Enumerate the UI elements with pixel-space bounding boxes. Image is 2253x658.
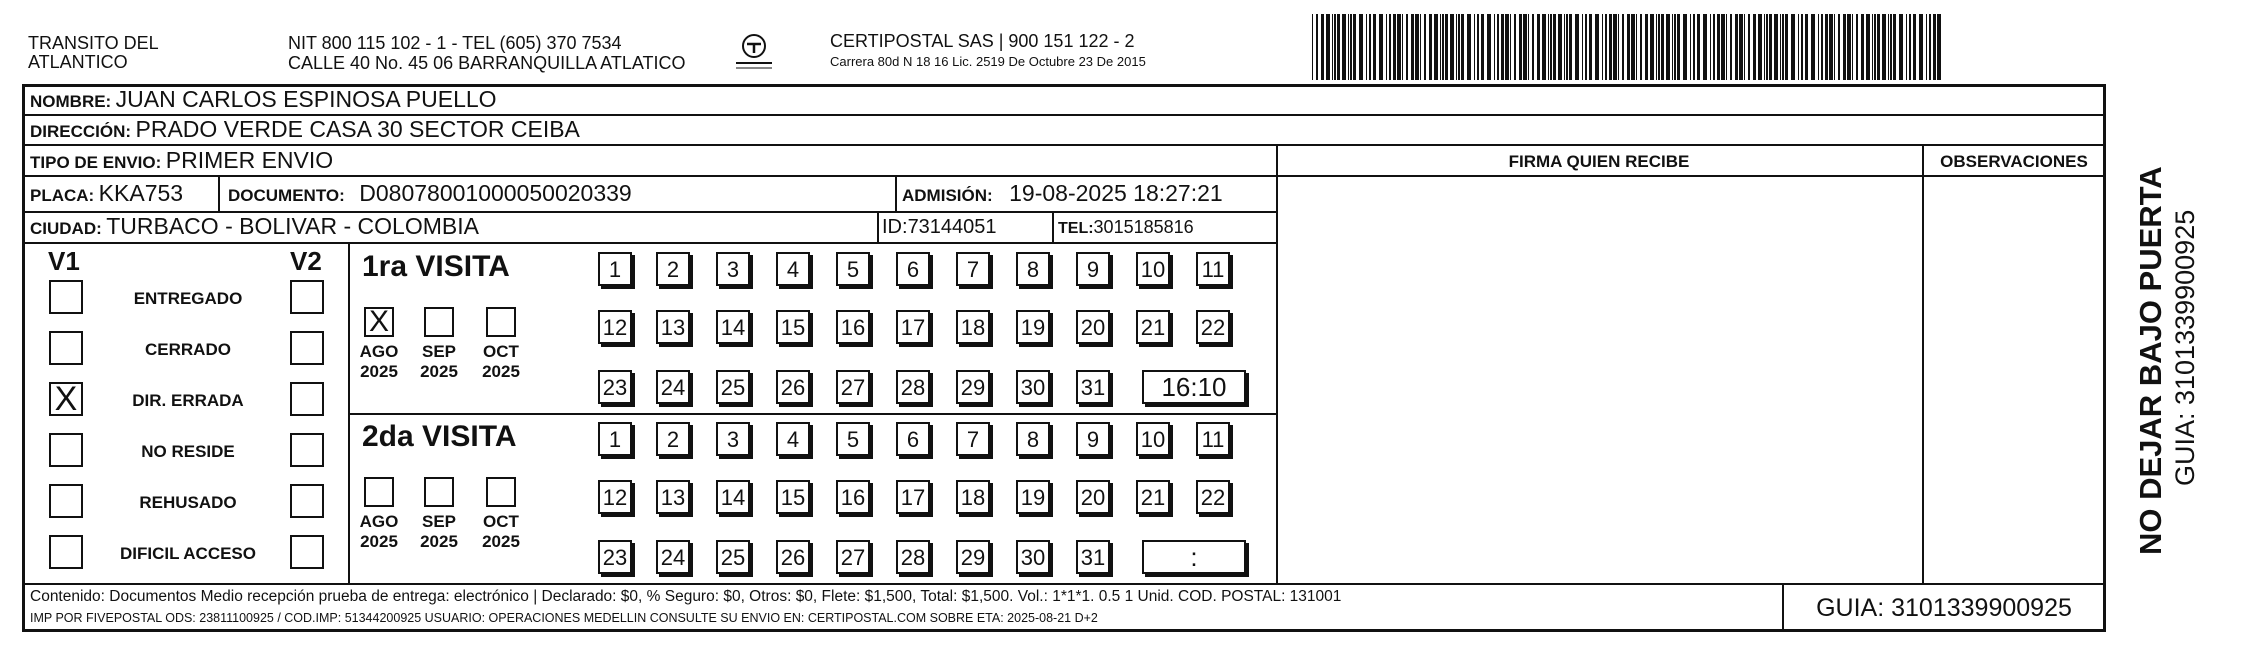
- status-label: NO RESIDE: [141, 442, 235, 461]
- nombre-label: NOMBRE:: [30, 92, 112, 111]
- v1-header: V1: [48, 246, 80, 276]
- issuer-line2: CALLE 40 No. 45 06 BARRANQUILLA ATLATICO: [288, 53, 686, 73]
- day-box[interactable]: 19: [1016, 310, 1050, 344]
- month-mark: X: [368, 305, 389, 338]
- day-box[interactable]: 31: [1076, 540, 1110, 574]
- day-box[interactable]: 28: [896, 540, 930, 574]
- day-box[interactable]: 12: [598, 480, 632, 514]
- day-box[interactable]: 4: [776, 252, 810, 286]
- nombre-row: [30, 88, 497, 111]
- side-warning: NO DEJAR BAJO PUERTA: [2133, 166, 2168, 555]
- day-box[interactable]: 1: [598, 252, 632, 286]
- visit1-title: 1ra VISITA: [362, 250, 510, 283]
- direccion-label: DIRECCIÓN:: [30, 122, 132, 141]
- day-box[interactable]: 10: [1136, 252, 1170, 286]
- year-label: 2025: [420, 532, 458, 551]
- day-box[interactable]: 25: [716, 370, 750, 404]
- year-label: 2025: [360, 362, 398, 381]
- day-box[interactable]: 3: [716, 252, 750, 286]
- month-label: OCT: [483, 512, 519, 531]
- tel-row: [1058, 218, 1194, 237]
- day-box[interactable]: 5: [836, 422, 870, 456]
- tel-label: TEL:: [1058, 220, 1094, 237]
- day-box[interactable]: 14: [716, 480, 750, 514]
- month-checkbox[interactable]: [364, 307, 394, 337]
- day-box[interactable]: 7: [956, 252, 990, 286]
- id-row: [882, 217, 997, 237]
- month-label: SEP: [421, 342, 457, 361]
- v1-mark: X: [54, 380, 78, 418]
- month-label: OCT: [483, 342, 519, 361]
- day-box[interactable]: 6: [896, 422, 930, 456]
- day-box[interactable]: 10: [1136, 422, 1170, 456]
- barcode: [1312, 14, 1944, 87]
- month-checkbox[interactable]: [486, 307, 516, 337]
- year-label: 2025: [482, 532, 520, 551]
- day-box[interactable]: 24: [656, 370, 690, 404]
- day-box[interactable]: 8: [1016, 422, 1050, 456]
- day-box[interactable]: 18: [956, 310, 990, 344]
- id-label: ID:: [882, 216, 908, 238]
- day-box[interactable]: 24: [656, 540, 690, 574]
- tipo-value: PRIMER ENVIO: [165, 147, 334, 173]
- status-label: DIFICIL ACCESO: [119, 544, 256, 563]
- day-box[interactable]: 18: [956, 480, 990, 514]
- tipo-label: TIPO DE ENVIO:: [30, 153, 162, 172]
- visit2-title: 2da VISITA: [362, 420, 517, 453]
- admision-row: [902, 182, 1223, 205]
- placa-label: PLACA:: [30, 186, 95, 205]
- day-box[interactable]: 9: [1076, 422, 1110, 456]
- side-guia: GUIA: 3101339900925: [2170, 209, 2200, 486]
- documento-label: DOCUMENTO:: [228, 186, 345, 205]
- day-box[interactable]: 6: [896, 252, 930, 286]
- day-box[interactable]: 5: [836, 252, 870, 286]
- status-label: CERRADO: [145, 340, 231, 359]
- v2-checkbox[interactable]: [290, 535, 324, 569]
- direccion-value: PRADO VERDE CASA 30 SECTOR CEIBA: [135, 116, 580, 142]
- day-box[interactable]: 28: [896, 370, 930, 404]
- day-box[interactable]: 26: [776, 540, 810, 574]
- documento-value: D08078001000050020339: [359, 180, 632, 206]
- firma-header: FIRMA QUIEN RECIBE: [1508, 152, 1690, 171]
- day-box[interactable]: 11: [1196, 422, 1230, 456]
- month-checkbox[interactable]: [424, 307, 454, 337]
- day-box[interactable]: 11: [1196, 252, 1230, 286]
- day-box[interactable]: 2: [656, 252, 690, 286]
- footer-line2: IMP POR FIVEPOSTAL ODS: 23811100925 / COD.IMP: 51344200925 USUARIO: OPERACIONES MEDELLIN CONSULTE SU ENVIO EN: CERTIPOSTAL.COM SOBRE ETA: 2025-08-21 D+2: [30, 611, 1098, 625]
- day-box[interactable]: 27: [836, 370, 870, 404]
- nombre-value: JUAN CARLOS ESPINOSA PUELLO: [115, 86, 497, 112]
- documento-row: [228, 182, 632, 205]
- day-box[interactable]: 22: [1196, 310, 1230, 344]
- month-checkbox[interactable]: [486, 477, 516, 507]
- v1-checkbox[interactable]: [49, 433, 83, 467]
- day-box[interactable]: 23: [598, 540, 632, 574]
- day-box[interactable]: 13: [656, 480, 690, 514]
- day-box[interactable]: 20: [1076, 480, 1110, 514]
- day-box[interactable]: 25: [716, 540, 750, 574]
- status-label: ENTREGADO: [133, 289, 243, 308]
- v1-checkbox[interactable]: [49, 484, 83, 518]
- day-box[interactable]: 21: [1136, 480, 1170, 514]
- day-box[interactable]: 17: [896, 310, 930, 344]
- v1-checkbox[interactable]: [49, 535, 83, 569]
- ciudad-value: TURBACO - BOLIVAR - COLOMBIA: [106, 213, 479, 239]
- day-box[interactable]: 30: [1016, 370, 1050, 404]
- admision-value: 19-08-2025 18:27:21: [1009, 180, 1223, 206]
- direccion-row: [30, 118, 580, 141]
- day-box[interactable]: 13: [656, 310, 690, 344]
- day-box[interactable]: 16: [836, 310, 870, 344]
- year-label: 2025: [420, 362, 458, 381]
- day-box[interactable]: 15: [776, 310, 810, 344]
- footer-guia: GUIA: 3101339900925: [1816, 594, 2072, 622]
- placa-value: KKA753: [98, 180, 184, 206]
- day-box[interactable]: 21: [1136, 310, 1170, 344]
- id-value: 73144051: [907, 216, 997, 238]
- day-box[interactable]: 8: [1016, 252, 1050, 286]
- courier-line1: CERTIPOSTAL SAS | 900 151 122 - 2: [830, 31, 1135, 51]
- status-label: REHUSADO: [139, 493, 237, 512]
- day-box[interactable]: 20: [1076, 310, 1110, 344]
- day-box[interactable]: 12: [598, 310, 632, 344]
- day-box[interactable]: 30: [1016, 540, 1050, 574]
- day-box[interactable]: 22: [1196, 480, 1230, 514]
- issuer-line1: NIT 800 115 102 - 1 - TEL (605) 370 7534: [288, 33, 622, 53]
- month-label: SEP: [421, 512, 457, 531]
- v2-header: V2: [290, 246, 322, 276]
- v2-checkbox[interactable]: [290, 382, 324, 416]
- day-box[interactable]: 1: [598, 422, 632, 456]
- month-label: AGO: [359, 512, 399, 531]
- day-box[interactable]: 31: [1076, 370, 1110, 404]
- month-checkbox[interactable]: [364, 477, 394, 507]
- v2-checkbox[interactable]: [290, 484, 324, 518]
- observaciones-header: OBSERVACIONES: [1940, 152, 2088, 171]
- v2-checkbox[interactable]: [290, 280, 324, 314]
- tipo-row: [30, 149, 333, 172]
- certipostal-logo: [732, 32, 776, 72]
- day-box[interactable]: 14: [716, 310, 750, 344]
- v1-checkbox[interactable]: [49, 280, 83, 314]
- year-label: 2025: [482, 362, 520, 381]
- status-label: DIR. ERRADA: [132, 391, 244, 410]
- day-box[interactable]: 2: [656, 422, 690, 456]
- placa-row: [30, 182, 183, 205]
- v2-checkbox[interactable]: [290, 331, 324, 365]
- ciudad-label: CIUDAD:: [30, 219, 102, 238]
- day-box[interactable]: 26: [776, 370, 810, 404]
- admision-label: ADMISIÓN:: [902, 186, 993, 205]
- day-box[interactable]: 16: [836, 480, 870, 514]
- day-box[interactable]: 29: [956, 370, 990, 404]
- v2-checkbox[interactable]: [290, 433, 324, 467]
- day-box[interactable]: 17: [896, 480, 930, 514]
- day-box[interactable]: 19: [1016, 480, 1050, 514]
- day-box[interactable]: 7: [956, 422, 990, 456]
- day-box[interactable]: 27: [836, 540, 870, 574]
- day-box[interactable]: 29: [956, 540, 990, 574]
- issuer-name: TRANSITO DEL ATLANTICO: [28, 33, 159, 72]
- time-box[interactable]: :: [1142, 540, 1246, 574]
- day-box[interactable]: 9: [1076, 252, 1110, 286]
- month-label: AGO: [359, 342, 399, 361]
- day-box[interactable]: 4: [776, 422, 810, 456]
- ciudad-row: [30, 215, 479, 238]
- courier-line2: Carrera 80d N 18 16 Lic. 2519 De Octubre 23 De 2015: [830, 54, 1146, 69]
- footer-line1: Contenido: Documentos Medio recepción prueba de entrega: electrónico | Declarado: $0, % Seguro: $0, Otros: $0, Flete: $1,500, Total: $1,500. Vol.: 1*1*1. 0.5 1 Unid. COD. POSTAL: 131001: [30, 588, 1342, 605]
- v1-checkbox[interactable]: [49, 382, 83, 416]
- time-box[interactable]: 16:10: [1142, 370, 1246, 404]
- day-box[interactable]: 15: [776, 480, 810, 514]
- day-box[interactable]: 23: [598, 370, 632, 404]
- v1-checkbox[interactable]: [49, 331, 83, 365]
- month-checkbox[interactable]: [424, 477, 454, 507]
- tel-value: 3015185816: [1093, 217, 1194, 237]
- year-label: 2025: [360, 532, 398, 551]
- day-box[interactable]: 3: [716, 422, 750, 456]
